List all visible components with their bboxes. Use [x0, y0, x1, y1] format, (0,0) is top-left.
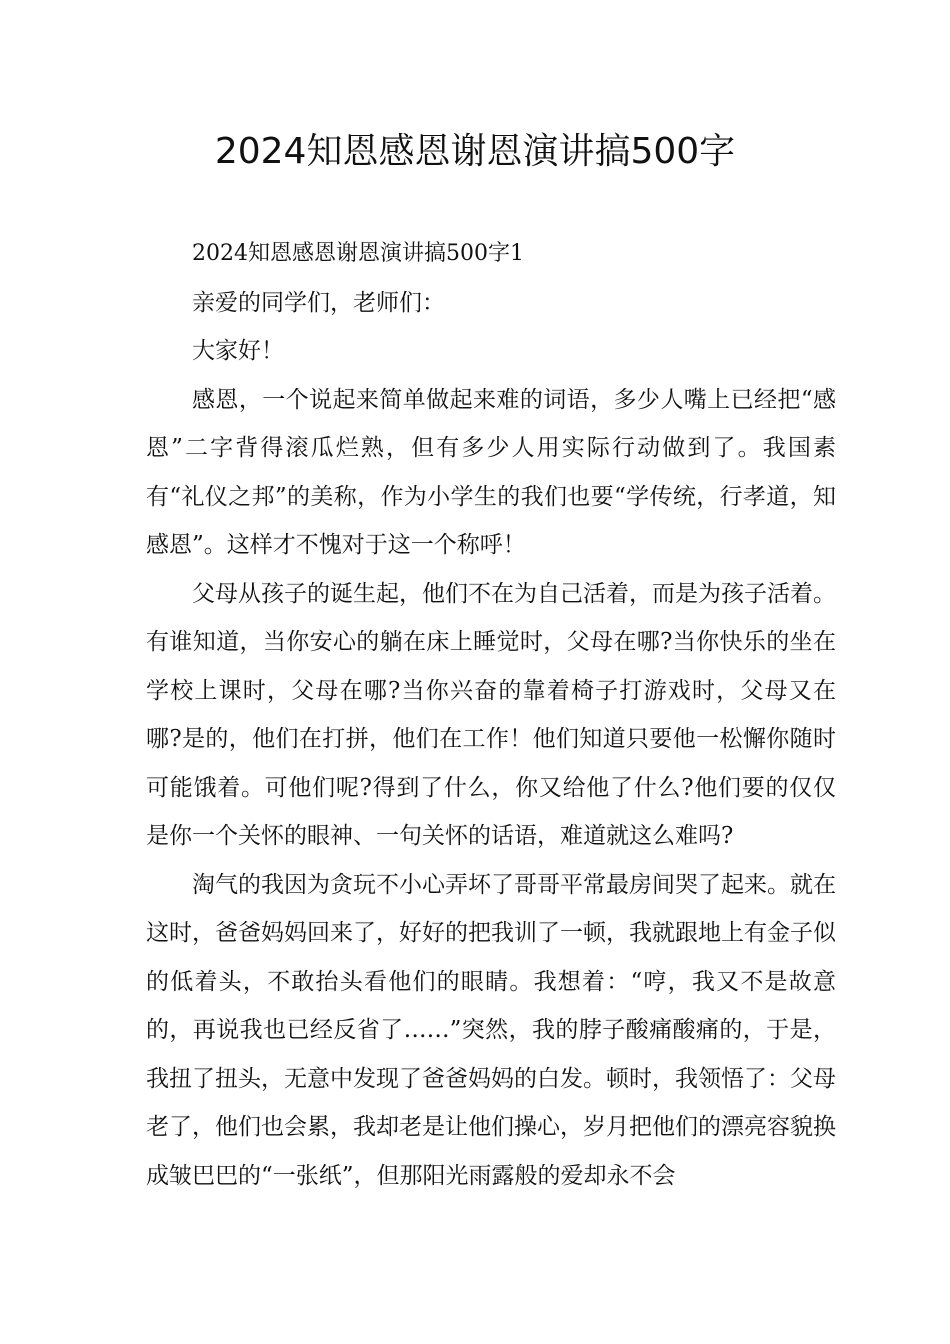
paragraph-salutation: 亲爱的同学们，老师们： — [192, 289, 445, 316]
document-body — [146, 230, 836, 1200]
document-title: 2024知恩感恩谢恩演讲搞500字 — [214, 131, 736, 172]
paragraph-parents: 父母从孩子的诞生起，他们不在为自己活着，而是为孩子活着。有谁知道，当你安心的躺在床上睡觉时，父母在哪?当你快乐的坐在学校上课时，父母在哪?当你兴奋的靠着椅子打游戏时，父母又在哪?是的，他们在打拼，他们在工作！他们知道只要他一松懈你随时可能饿着。可他们呢?得到了什么，你又给他了什么?他们要的仅仅是你一个关怀的眼神、一句关怀的话语，难道就这么难吗? — [146, 580, 836, 849]
paragraph-story: 淘气的我因为贪玩不小心弄坏了哥哥平常最房间哭了起来。就在这时，爸爸妈妈回来了，好好的把我训了一顿，我就跟地上有金子似的低着头，不敢抬头看他们的眼睛。我想着：“哼，我又不是故意的，再说我也已经反省了……”突然，我的脖子酸痛酸痛的，于是，我扭了扭头，无意中发现了爸爸妈妈的白发。顿时，我领悟了：父母老了，他们也会累，我却老是让他们操心，岁月把他们的漂亮容貌换成皱巴巴的“一张纸”，但那阳光雨露般的爱却永不会 — [146, 871, 836, 1189]
paragraph-gratitude-intro: 感恩，一个说起来简单做起来难的词语，多少人嘴上已经把“感恩”二字背得滚瓜烂熟，但有多少人用实际行动做到了。我国素有“礼仪之邦”的美称，作为小学生的我们也要“学传统，行孝道，知感恩”。这样才不愧对于这一个称呼！ — [146, 386, 836, 558]
paragraph-subtitle: 2024知恩感恩谢恩演讲搞500字1 — [192, 241, 524, 266]
paragraph-greeting: 大家好！ — [192, 338, 284, 364]
